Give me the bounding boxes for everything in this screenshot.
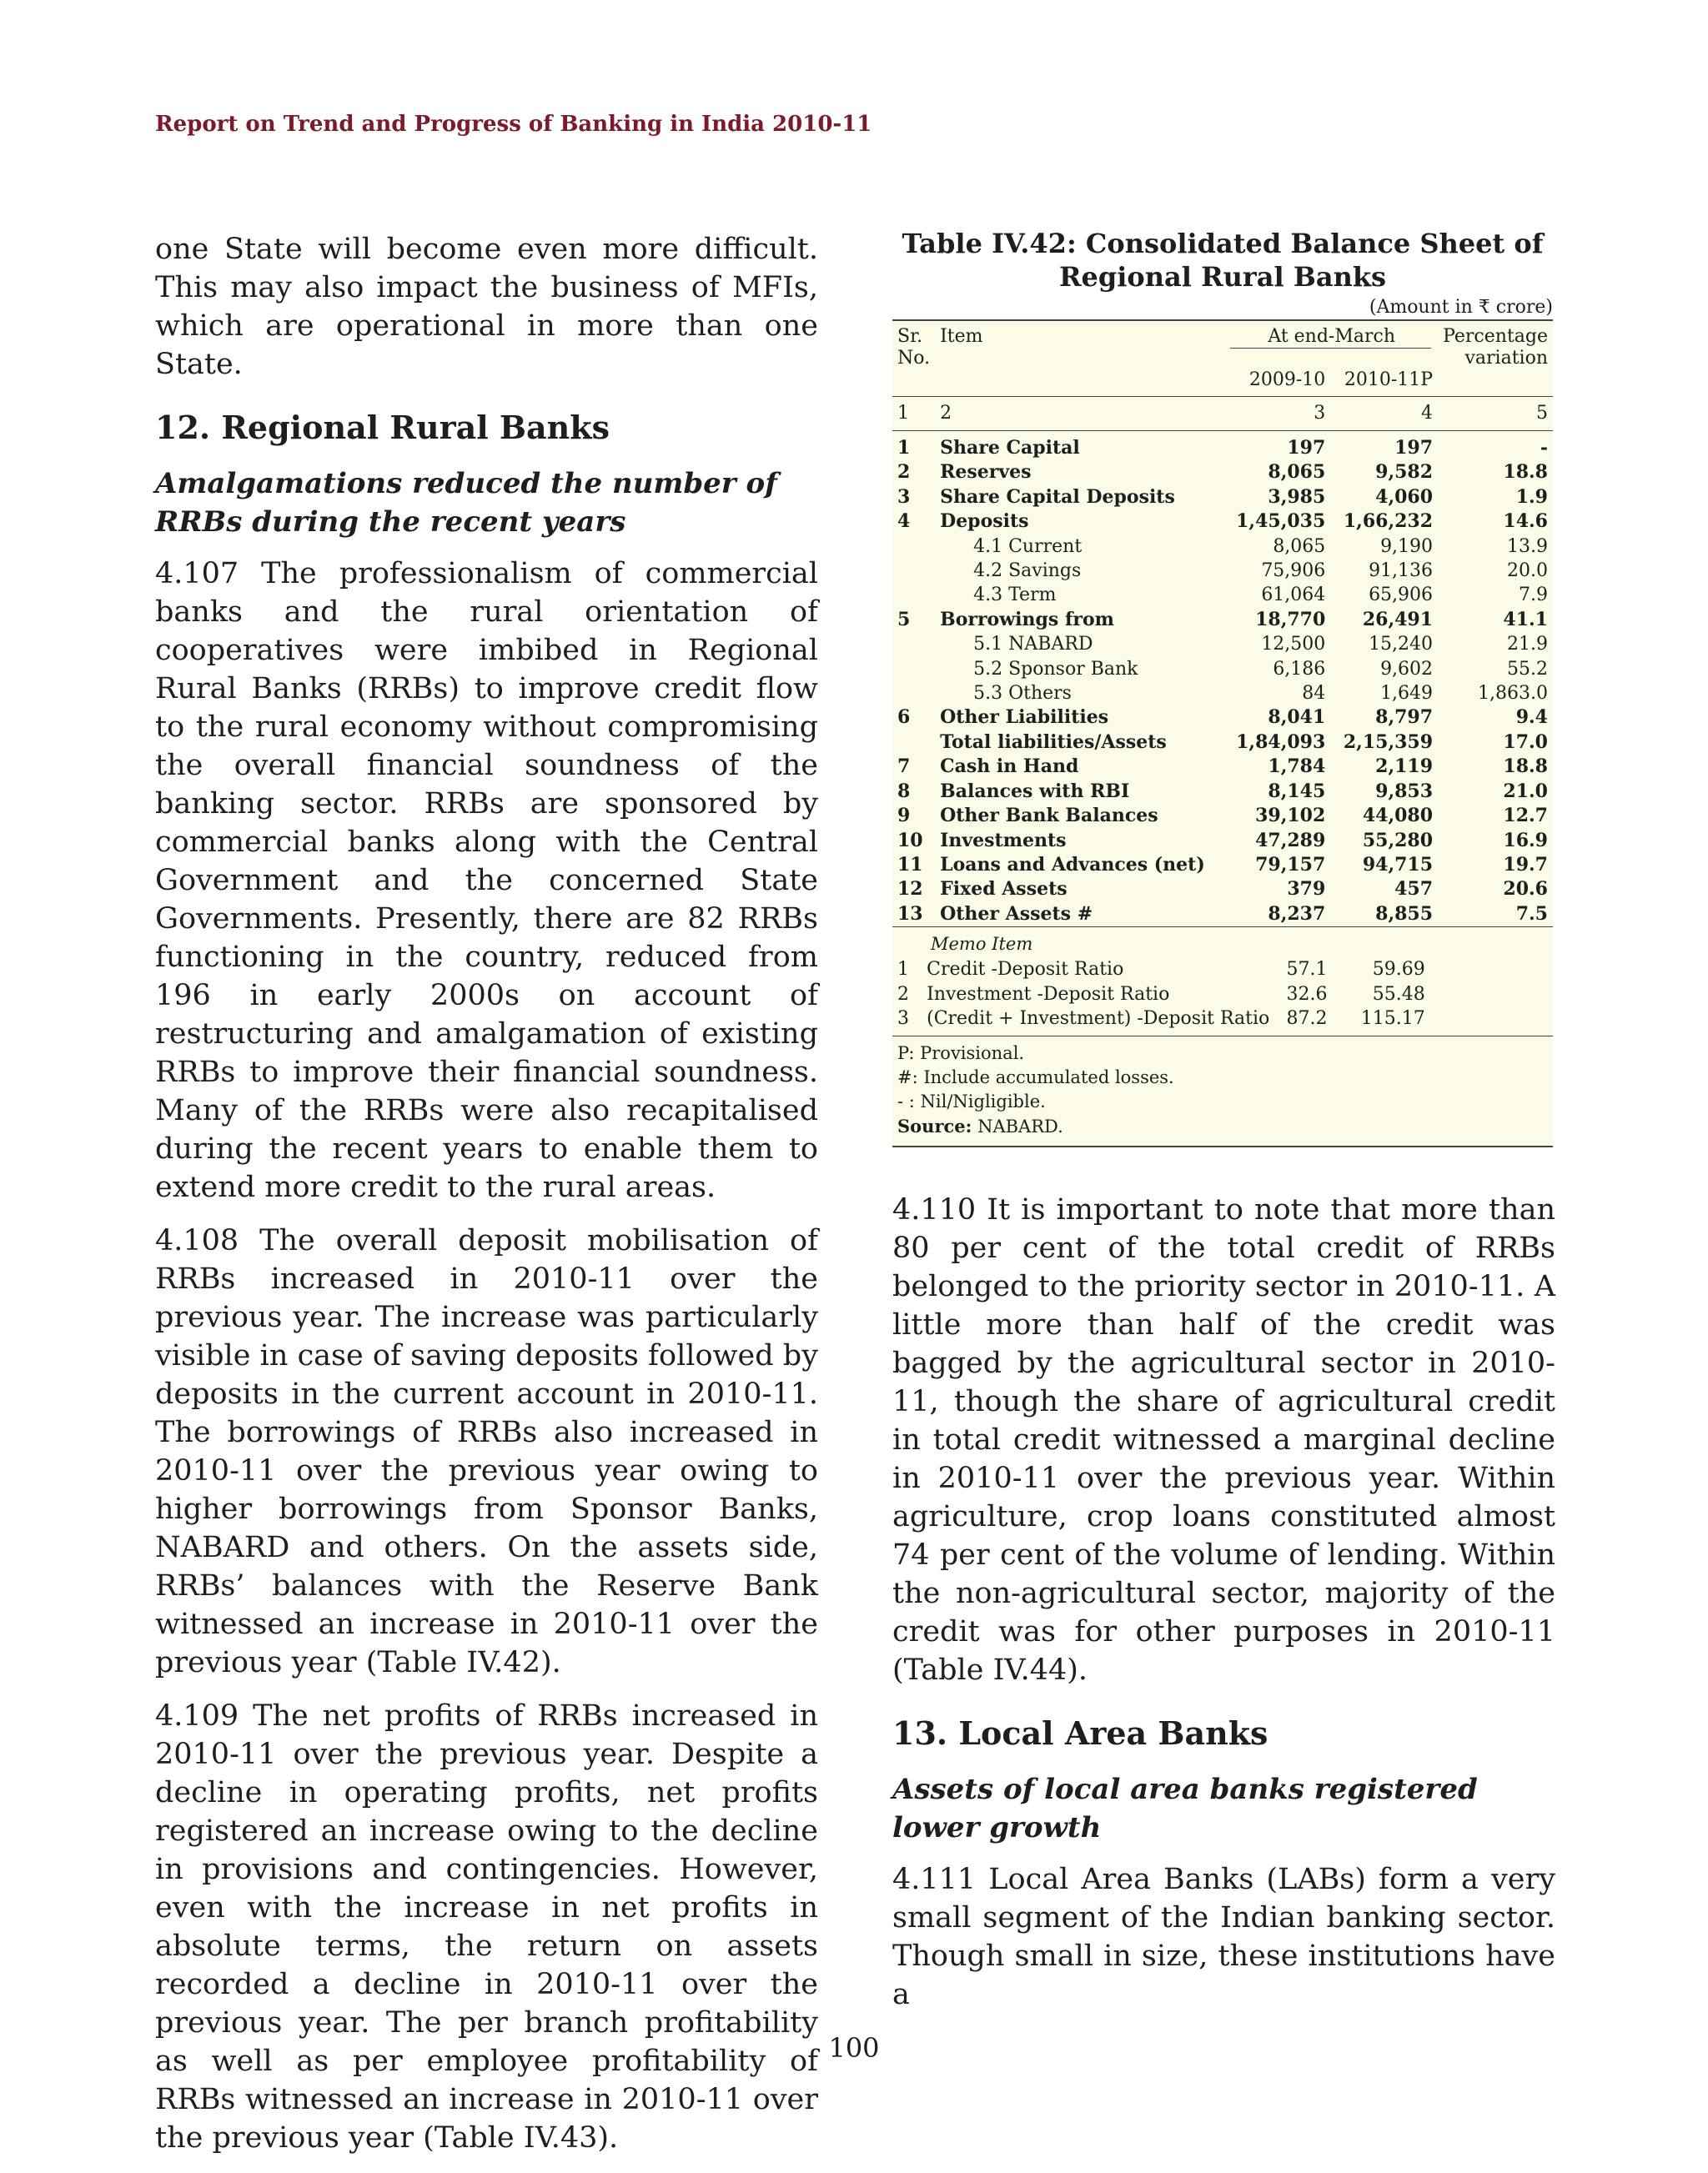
table-row: 10 Investments 47,289 55,280 16.9	[897, 829, 1548, 851]
table-row: 5.2 Sponsor Bank 6,186 9,602 55.2	[973, 658, 1548, 680]
note-accumulated-losses: #: Include accumulated losses.	[897, 1067, 1174, 1088]
table-row: 4 Deposits 1,45,035 1,66,232 14.6	[897, 510, 1548, 533]
year-2009-10: 2009-10	[1248, 369, 1326, 390]
table-body	[892, 431, 1553, 927]
table-row: 4.2 Savings 75,906 91,136 20.0	[973, 560, 1548, 582]
table-row: 11 Loans and Advances (net) 79,157 94,715 19.7	[897, 853, 1548, 876]
right-column	[892, 1191, 1555, 2029]
subheading-lab-assets: Assets of local area banks registered lower growth	[892, 1773, 1478, 1844]
paragraph-4-107: 4.107 The professionalism of commercial banks and the rural orientation of cooperatives were imbibed in Regional Rural Banks (RRBs) to improve credit flow to the rural economy without compromising the overall financial soundness of the banking sector. RRBs are sponsored by commercial banks along with the Central Government and the concerned State Governments. Presently, there are 82 RRBs functioning in the country, reduced from 196 in early 2000s on account of restructuring and amalgamation of existing RRBs to improve their financial soundness. Many of the RRBs were also recapitalised during the recent years to enable them to extend more credit to the rural areas.	[155, 557, 818, 1204]
table-title: Table IV.42: Consolidated Balance Sheet of Regional Rural Banks	[902, 228, 1544, 293]
section-heading-13: 13. Local Area Banks	[892, 1714, 1268, 1752]
page-number: 100	[828, 2032, 880, 2064]
table-row: 2 Reserves 8,065 9,582 18.8	[897, 461, 1548, 484]
table-row: 5.3 Others 84 1,649 1,863.0	[973, 683, 1548, 705]
memo-row: 2 Investment -Deposit Ratio 32.6 55.48	[897, 983, 1425, 1005]
memo-table	[892, 957, 1553, 1031]
note-provisional: P: Provisional.	[897, 1043, 1025, 1064]
table-row: Total liabilities/Assets 1,84,093 2,15,359 17.0	[940, 730, 1548, 753]
subheading-rrb-amalgamation: Amalgamations reduced the number of RRBs during the recent years	[155, 467, 777, 539]
table-row: 9 Other Bank Balances 39,102 44,080 12.7	[897, 805, 1548, 827]
note-nil: - : Nil/Nigligible.	[897, 1092, 1046, 1112]
left-column	[155, 230, 818, 2172]
table-row: 4.1 Current 8,065 9,190 13.9	[973, 535, 1548, 557]
note-source: Source: NABARD.	[897, 1116, 1063, 1137]
paragraph-4-108: 4.108 The overall deposit mobilisation of RRBs increased in 2010-11 over the previous year. The increase was particularly visible in case of saving deposits followed by deposits in the current account in 2010-11. The borrowings of RRBs also increased in 2010-11 over the previous year owing to higher borrowings from Sponsor Banks, NABARD and others. On the assets side, RRBs’ balances with the Reserve Bank witnessed an increase in 2010-11 over the previous year (Table IV.42).	[155, 1224, 818, 1679]
table-row: 6 Other Liabilities 8,041 8,797 9.4	[897, 706, 1548, 729]
paragraph-4-110: 4.110 It is important to note that more than 80 per cent of the total credit of RRBs belonged to the priority sector in 2010-11. A little more than half of the credit was bagged by the agricultural sector in 2010-11, though the share of agricultural credit in total credit witnessed a marginal decline in 2010-11 over the previous year. Within agriculture, crop loans constituted almost 74 per cent of the volume of lending. Within the non-agricultural sector, majority of the credit was for other purposes in 2010-11 (Table IV.44).	[892, 1193, 1555, 1687]
section-heading-12: 12. Regional Rural Banks	[155, 409, 610, 446]
table-row: 5.1 NABARD 12,500 15,240 21.9	[973, 634, 1548, 655]
year-2010-11p: 2010-11P	[1344, 369, 1434, 390]
table-header-row: Sr. Item At end-March Percentage	[897, 326, 1548, 347]
table-row: 13 Other Assets # 8,237 8,855 7.5	[897, 902, 1548, 925]
table-unit: (Amount in ₹ crore)	[1369, 297, 1553, 318]
paragraph-4-109: 4.109 The net profits of RRBs increased in 2010-11 over the previous year. Despite a decline in operating profits, net profits registered an increase owing to the decline in provisions and contingencies. However, even with the increase in net profits in absolute terms, the return on assets recorded a decline in 2010-11 over the previous year. The per branch profitability as well as per employee profitability of RRBs witnessed an increase in 2010-11 over the previous year (Table IV.43).	[155, 1699, 818, 2155]
balance-sheet-table: Sr. Item At end-March Percentage No. variation 2009-10 2010-11P 1 2 3 4 5 1 Share Capital 197 197 - 2 Reserves 8,065 9,582 18.8 3 Share Capital Deposits 3,985 4,060 1.9 4 Deposits 1,45,035 1,66,232 14.6 4.1 Current 8,065 9,190 13.9 4.2 Savings 75,906 91,136 20.0 4.3 Term 61,064 65,906 7.9 5 Borrowings from 18,770 26,491 41.1 5.1 NABARD 12,500 15,240 21.9 5.2 Sponsor Bank 6,186 9,602 55.2 5.3 Others 84 1,649 1,863.0 6 Other Liabilities 8,041 8,797 9.4 Total liabilities/Assets 1,84,093 2,15,359 17.0 7 Cash in Hand 1,784 2,119 18.8 8 Balances with RBI 8,145 9,853 21.0 9 Other Bank Balances 39,102 44,080 12.7 10 Investments 47,289 55,280 16.9 11 Loans and Advances (net) 79,157 94,715 19.7 12 Fixed Assets 379 457 20.6 13 Other Assets # 8,237 8,855 7.5	[892, 321, 1553, 926]
table-row: 4.3 Term 61,064 65,906 7.9	[973, 585, 1548, 606]
table-notes	[892, 1036, 1553, 1146]
memo-block	[892, 926, 1553, 1036]
table-row: 5 Borrowings from 18,770 26,491 41.1	[897, 608, 1548, 630]
table-row: 7 Cash in Hand 1,784 2,119 18.8	[897, 755, 1548, 778]
table-row: 3 Share Capital Deposits 3,985 4,060 1.9	[897, 485, 1548, 508]
table-iv-42	[892, 227, 1553, 1147]
table-row: 12 Fixed Assets 379 457 20.6	[897, 878, 1548, 901]
column-number-row: 1 2 3 4 5	[892, 397, 1553, 431]
table-box	[892, 319, 1553, 1147]
memo-row: 1 Credit -Deposit Ratio 57.1 59.69	[897, 959, 1425, 981]
memo-title: Memo Item	[931, 934, 1033, 955]
memo-row: 3 (Credit + Investment) -Deposit Ratio 87.2 115.17	[897, 1007, 1425, 1029]
running-header: Report on Trend and Progress of Banking in India 2010-11	[155, 112, 872, 137]
paragraph-4-111: 4.111 Local Area Banks (LABs) form a very small segment of the Indian banking sector. Though small in size, these institutions have a	[892, 1863, 1555, 2011]
paragraph-continued: one State will become even more difficult. This may also impact the business of MFIs, which are operational in more than one State.	[155, 233, 818, 381]
table-row: 8 Balances with RBI 8,145 9,853 21.0	[897, 780, 1548, 802]
table-row: 1 Share Capital 197 197 -	[897, 437, 1548, 459]
